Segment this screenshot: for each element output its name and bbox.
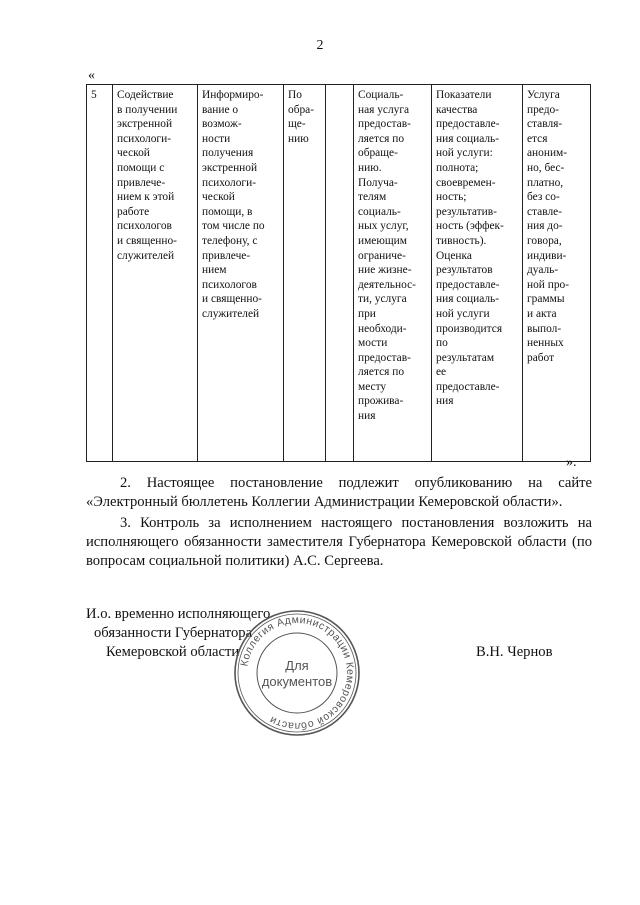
cell-line: мости — [358, 337, 388, 350]
cell-line: и священно- — [117, 234, 177, 247]
cell-line: По — [288, 89, 302, 101]
cell-line: экстренной — [202, 161, 258, 174]
cell-line: экстренной — [117, 118, 173, 131]
cell-line: индиви- — [527, 249, 567, 262]
cell-line: ных услуг, — [358, 220, 409, 233]
cell-line: Услуга — [527, 89, 560, 101]
signer-title-line3: Кемеровской области — [106, 644, 240, 660]
cell-line: результатив- — [436, 205, 497, 218]
seal-stamp — [232, 608, 362, 738]
cell-line: 5 — [91, 89, 97, 101]
cell-line: ти, услуга — [358, 293, 407, 306]
cell-line: ния социаль- — [436, 132, 500, 145]
cell-line: ние жизне- — [358, 264, 412, 277]
cell-line: психологов — [117, 220, 172, 233]
cell-line: тивность). — [436, 234, 487, 247]
cell-line: результатам — [436, 351, 495, 364]
cell-line: выпол- — [527, 322, 562, 335]
cell-line: ставле- — [527, 205, 562, 218]
cell-line: ставля- — [527, 118, 563, 131]
cell-line: работ — [527, 351, 555, 364]
cell-line: предостав- — [358, 351, 411, 364]
cell-line: социаль- — [358, 205, 401, 218]
cell-line: Социаль- — [358, 89, 404, 101]
cell-line: аноним- — [527, 147, 568, 160]
cell-line: том числе по — [202, 220, 265, 233]
cell-line: говора, — [527, 234, 562, 247]
cell-line: своевремен- — [436, 176, 496, 189]
cell-notes — [523, 85, 591, 462]
cell-line: Получа- — [358, 176, 398, 189]
cell-line: и священно- — [202, 293, 262, 306]
cell-service-content — [198, 85, 284, 462]
cell-timing — [284, 85, 326, 462]
cell-line: но, бес- — [527, 161, 565, 174]
stamp-center-line1: Для — [285, 658, 309, 673]
cell-line: служителей — [202, 307, 260, 320]
cell-line: ческой — [117, 147, 150, 160]
cell-service-name — [113, 85, 198, 462]
cell-line: ще- — [288, 118, 306, 131]
cell-line: платно, — [527, 176, 564, 189]
signer-title-line1: И.о. временно исполняющего — [86, 606, 271, 622]
cell-line: предоставле- — [436, 380, 500, 393]
cell-line: ния — [436, 395, 454, 408]
cell-line: работе — [117, 205, 150, 218]
cell-line: возмож- — [202, 118, 242, 131]
cell-line: ность; — [436, 191, 467, 204]
cell-line: ной услуги — [436, 307, 490, 320]
cell-line: без со- — [527, 191, 560, 204]
cell-line: и акта — [527, 307, 557, 320]
cell-line: помощи с — [117, 161, 165, 174]
cell-line: нием — [202, 264, 227, 277]
cell-empty — [326, 85, 354, 462]
cell-line: ляется по — [358, 366, 405, 379]
cell-conditions — [354, 85, 432, 462]
cell-line: Содействие — [117, 89, 174, 101]
cell-line: при — [358, 307, 376, 320]
cell-line: прожива- — [358, 395, 404, 408]
stamp-ring-text: Коллегия Администрации Кемеровской области — [238, 613, 357, 733]
cell-line: ной про- — [527, 278, 570, 291]
opening-quote: « — [88, 68, 95, 83]
cell-line: производится — [436, 322, 503, 335]
paragraph-2: 2. Настоящее постановление подлежит опубликованию на сайте «Электронный бюллетень Коллегии Администрации Кемеровской области». — [86, 475, 592, 510]
cell-line: Показатели — [436, 89, 492, 101]
cell-line: психологи- — [117, 132, 171, 145]
cell-line: месту — [358, 380, 387, 393]
closing-quote: ». — [566, 455, 577, 470]
stamp-center-line2: документов — [261, 674, 333, 689]
cell-line: ния до- — [527, 220, 563, 233]
cell-line: нием к этой — [117, 191, 175, 204]
cell-line: служителей — [117, 249, 175, 262]
cell-quality-indicators — [432, 85, 523, 462]
cell-line: ния социаль- — [436, 293, 500, 306]
cell-line: деятельнос- — [358, 278, 416, 291]
cell-line: полнота; — [436, 161, 479, 174]
cell-line: ограниче- — [358, 249, 406, 262]
cell-number — [87, 85, 113, 462]
cell-line: ется — [527, 132, 548, 145]
signer-title-line2: обязанности Губернатора — [94, 625, 253, 641]
cell-line: обра- — [288, 103, 315, 116]
cell-line: ния — [358, 410, 376, 423]
cell-line: нию. — [358, 161, 382, 174]
cell-line: Оценка — [436, 249, 472, 262]
cell-line: привлече- — [202, 249, 251, 262]
signer-name: В.Н. Чернов — [476, 644, 553, 660]
cell-line: в получении — [117, 103, 178, 116]
cell-line: имеющим — [358, 234, 407, 247]
cell-line: вание о — [202, 103, 239, 116]
cell-line: дуаль- — [527, 264, 559, 277]
cell-line: помощи, в — [202, 205, 253, 218]
cell-line: по — [436, 337, 448, 350]
cell-line: ность (эффек- — [436, 220, 504, 233]
cell-line: психологи- — [202, 176, 256, 189]
paragraph-3: 3. Контроль за исполнением настоящего постановления возложить на исполняющего обязанности заместителя Губернатора Кемеровской области (по вопросам социальной политики) А.С. Сергеева. — [86, 515, 592, 569]
cell-line: Информиро- — [202, 89, 264, 101]
cell-line: ности — [202, 132, 231, 145]
cell-line: обраще- — [358, 147, 398, 160]
cell-line: телям — [358, 191, 387, 204]
cell-line: предостав- — [358, 118, 411, 131]
table-row — [87, 85, 591, 462]
cell-line: предо- — [527, 103, 559, 116]
cell-line: телефону, с — [202, 234, 258, 247]
cell-line: ческой — [202, 191, 235, 204]
cell-line: результатов — [436, 264, 493, 277]
cell-line: ненных — [527, 337, 564, 350]
cell-line: нию — [288, 132, 309, 145]
cell-line: ная услуга — [358, 103, 410, 116]
cell-line: необходи- — [358, 322, 407, 335]
cell-line: граммы — [527, 293, 565, 306]
page-number: 2 — [316, 38, 324, 53]
cell-line: привлече- — [117, 176, 166, 189]
cell-line: предоставле- — [436, 278, 500, 291]
cell-line: ной услуги: — [436, 147, 493, 160]
cell-line: предоставле- — [436, 118, 500, 131]
cell-line: ее — [436, 366, 447, 379]
cell-line: качества — [436, 103, 478, 116]
cell-line: получения — [202, 147, 254, 160]
services-table — [86, 84, 591, 462]
cell-line: психологов — [202, 278, 257, 291]
cell-line: ляется по — [358, 132, 405, 145]
